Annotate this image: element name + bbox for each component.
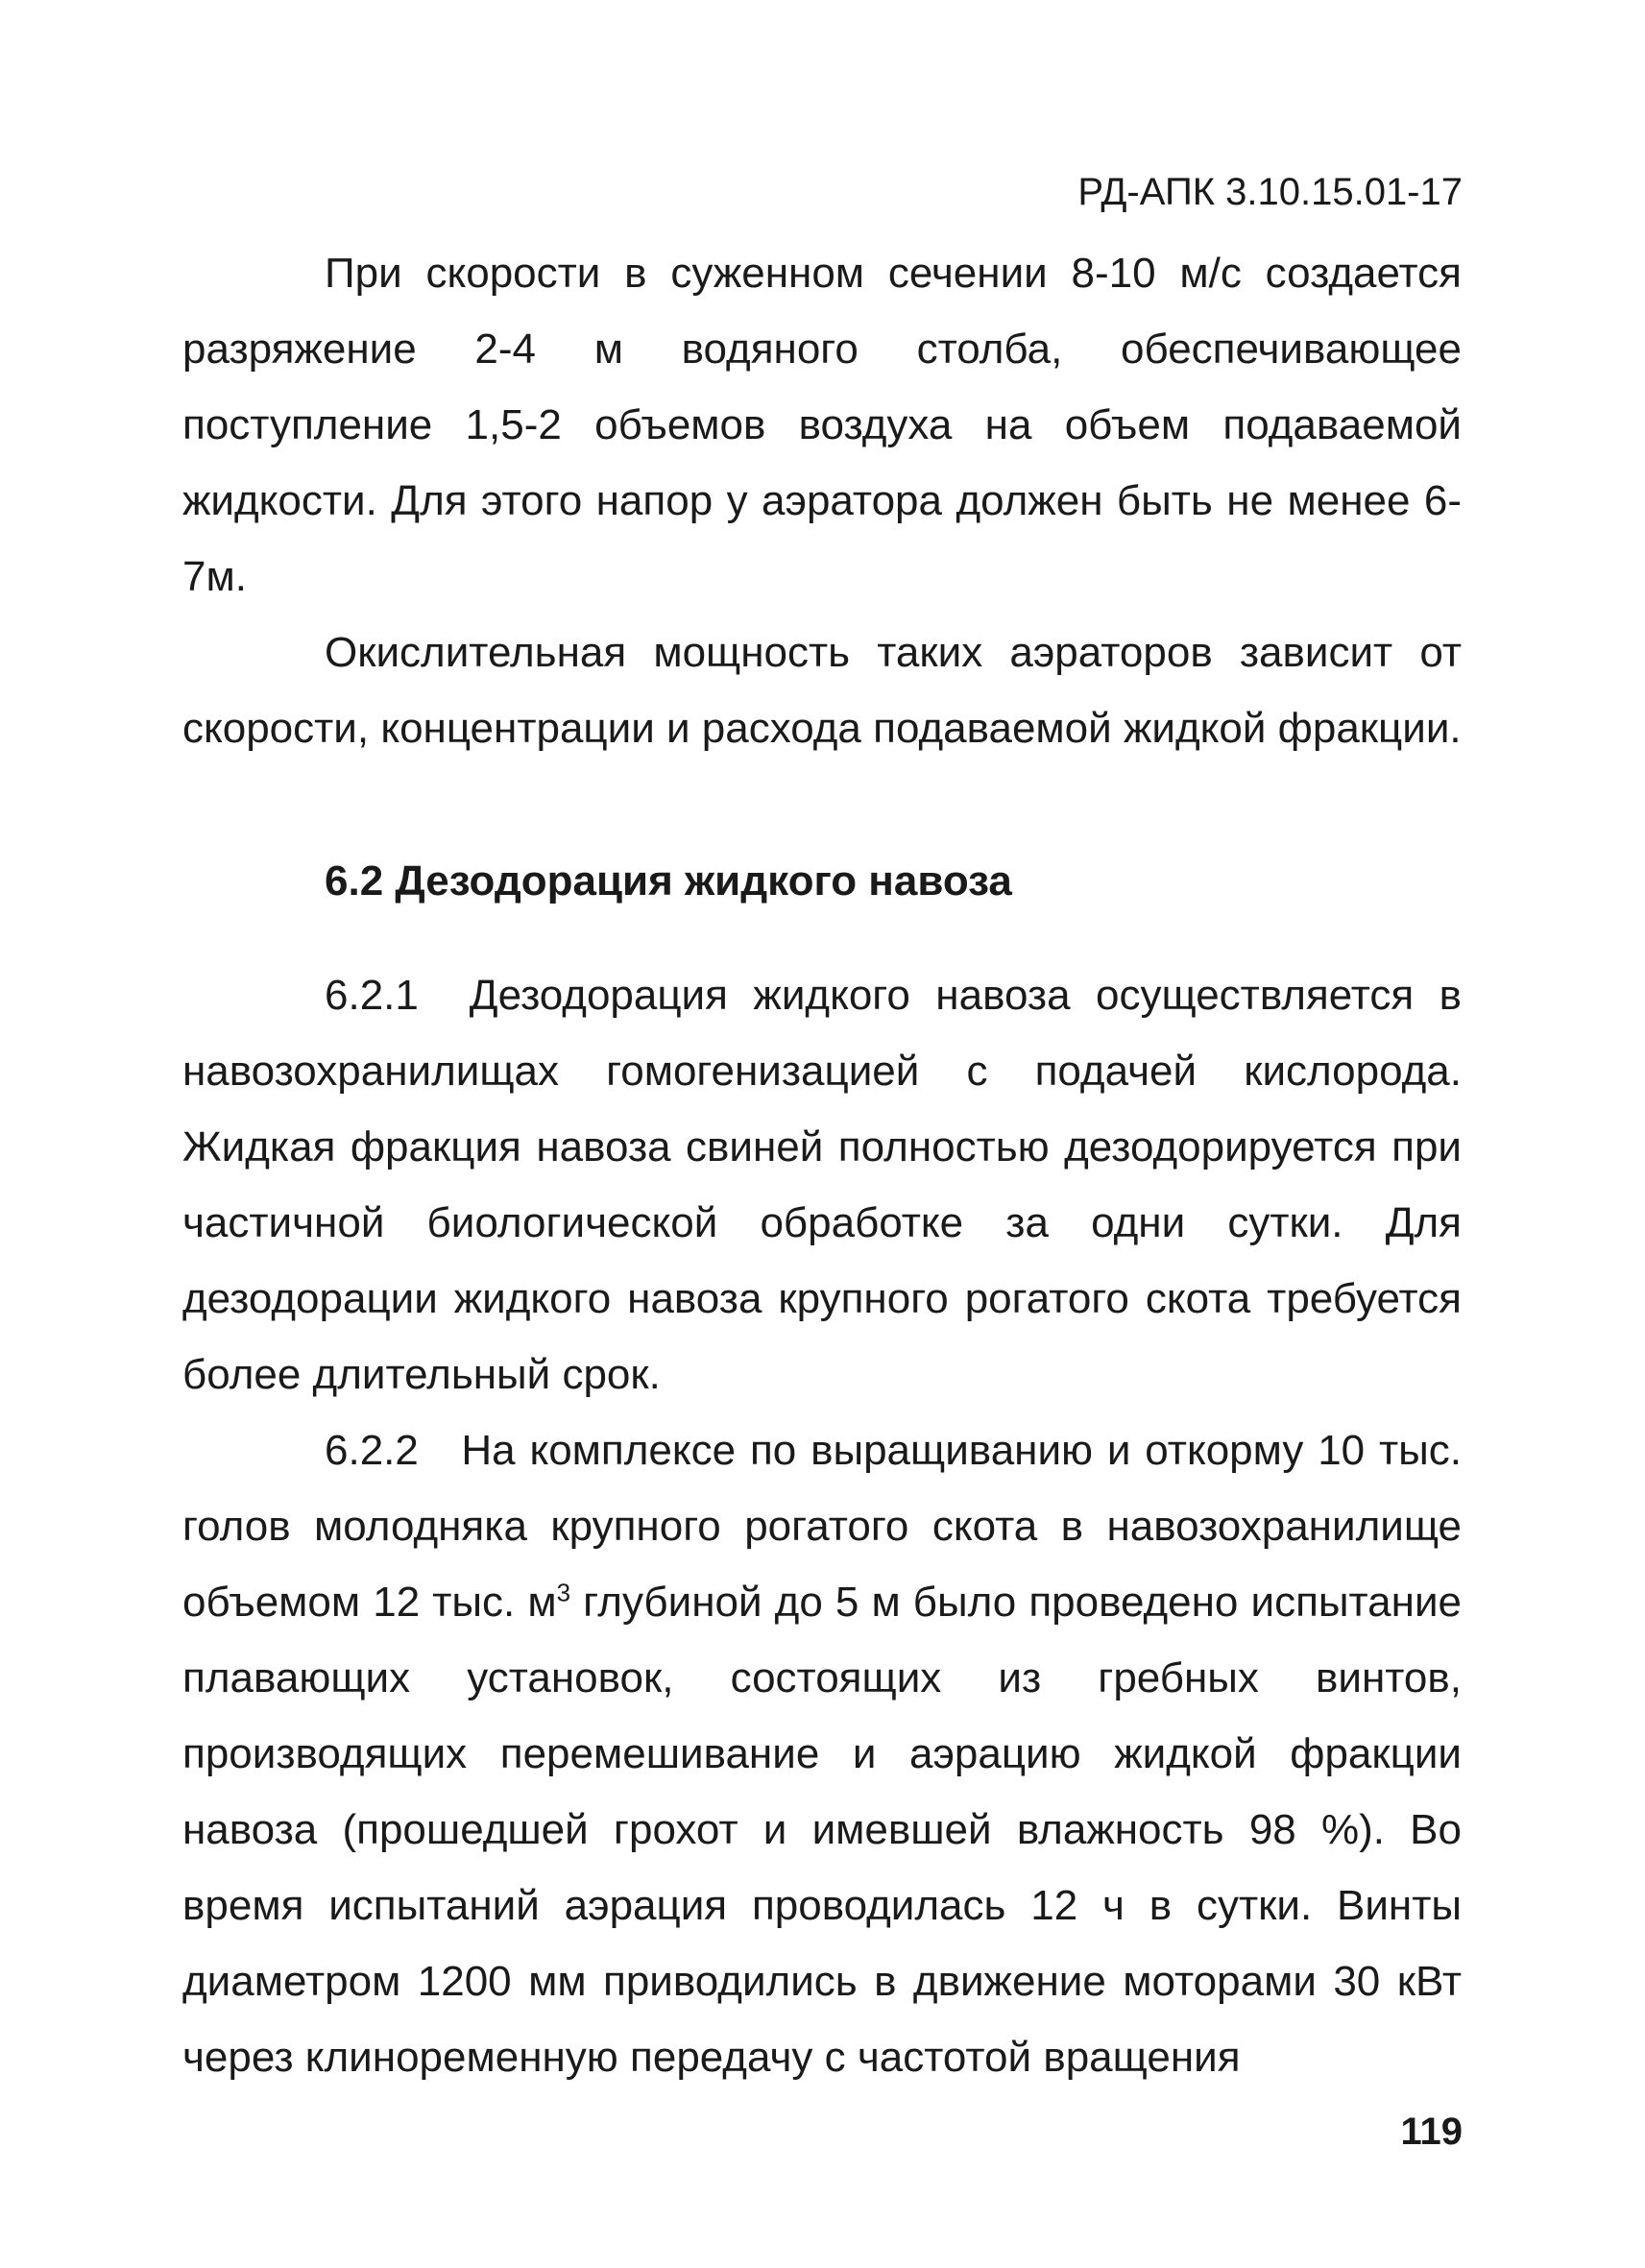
section-heading: 6.2 Дезодорация жидкого навоза [325,857,1012,905]
paragraph-oxidation-power: Окислительная мощность таких аэраторов зависит от скорости, концентрации и расхода подаваемой жидкой фракции. [182,629,1462,752]
page-body [182,235,1462,2095]
paragraph-6-2-2 [182,1412,1462,2095]
clause-text-part-b: глубиной до 5 м было проведено испытание плавающих установок, состоящих из гребных винтов, производящих перемешивание и аэрацию жидкой фракции навоза (прошедшей грохот и имевшей влажность 98 %). Во время испытаний аэрация проводилась 12 ч в сутки. Винты диаметром 1200 мм приводились в движение моторами 30 кВт через клиноременную передачу с частотой вращения [182,1579,1462,2081]
paragraph-aerator-speed: При скорости в суженном сечении 8-10 м/с создается разряжение 2-4 м водяного столба, обеспечивающее поступление 1,5-2 объемов воздуха на объем подаваемой жидкости. Для этого напор у аэратора должен быть не менее 6-7м. [182,250,1462,600]
paragraph-6-2-1 [182,957,1462,1412]
document-code: РД-АПК 3.10.15.01-17 [1077,171,1463,213]
clause-text-part-a: На комплексе по выращиванию и откорму 10 тыс. голов молодняка крупного рогатого скота в навозохранилище объемом 12 тыс. м [182,1427,1462,1626]
superscript-cubic: 3 [556,1578,571,1607]
page-number: 119 [1400,2111,1463,2153]
clause-text: Дезодорация жидкого навоза осуществляется в навозохранилищах гомогенизацией с подачей кислорода. Жидкая фракция навоза свиней полностью дезодорируется при частичной биологической обработке за одни сутки. Для дезодорации жидкого навоза крупного рогатого скота требуется более длительный срок. [182,972,1463,1398]
clause-number: 6.2.2 [325,1427,419,1474]
clause-number: 6.2.1 [325,972,419,1019]
